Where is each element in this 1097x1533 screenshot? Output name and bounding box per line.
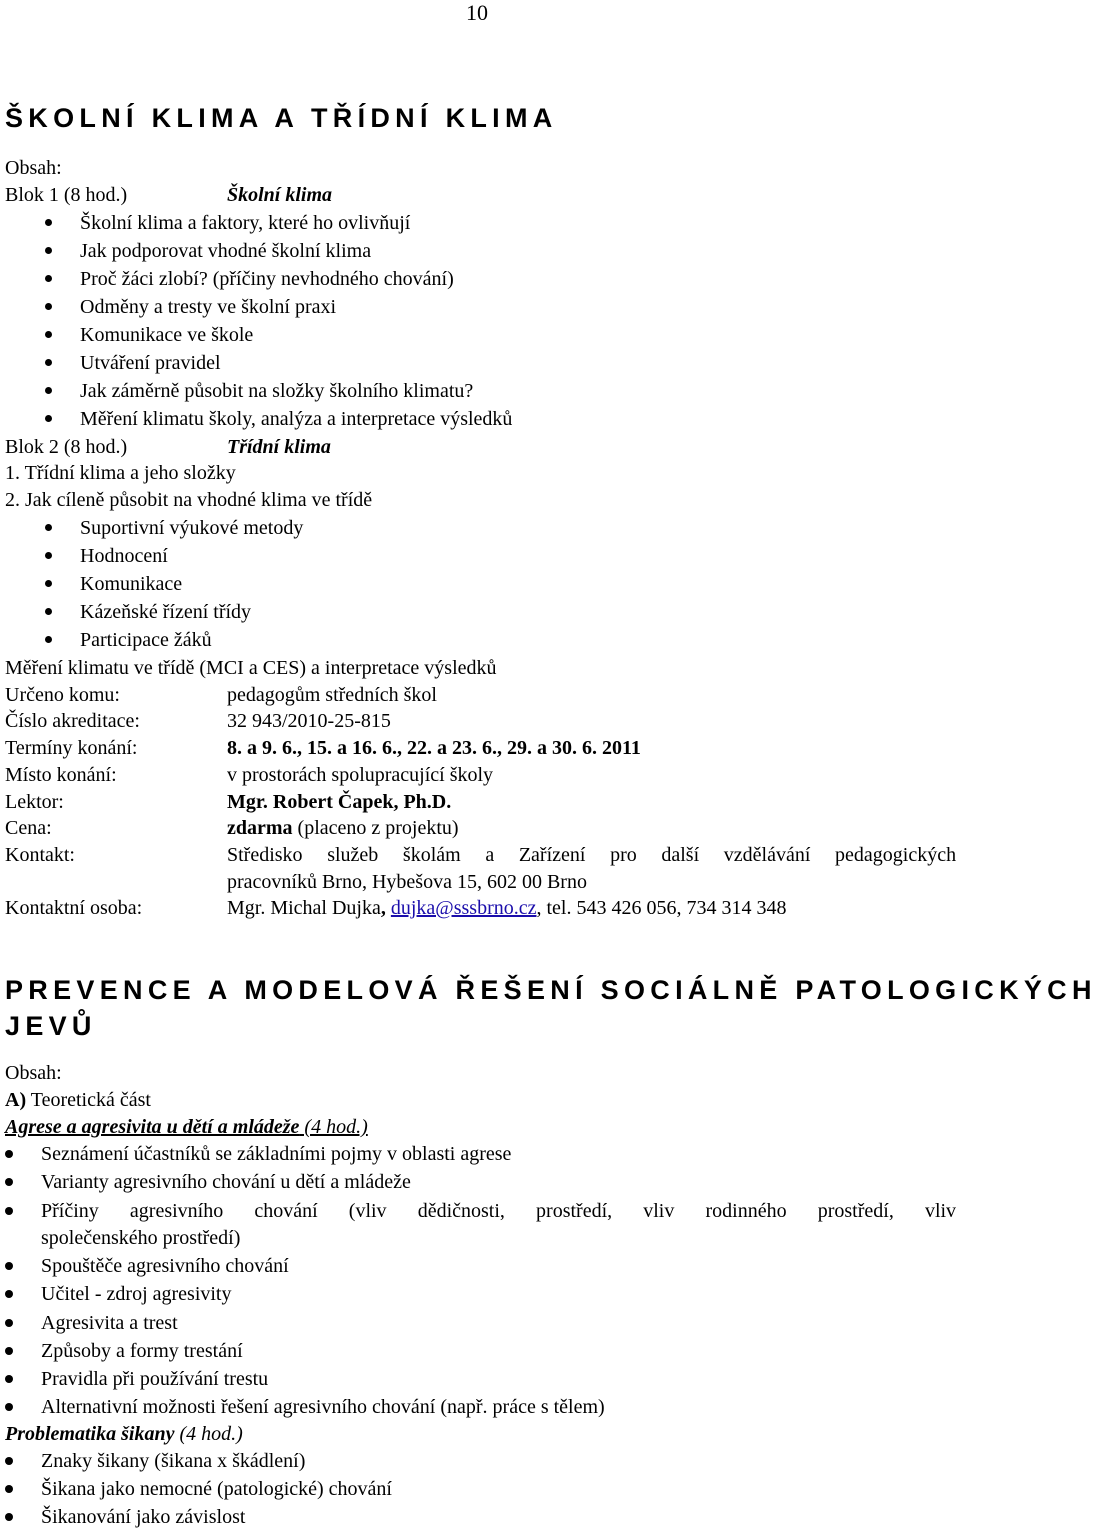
word: prostředí, (817, 1200, 894, 1222)
bullet-icon (5, 1290, 13, 1298)
sikana-title: Problematika šikany (5, 1423, 175, 1445)
info-value-line2: pracovníků Brno, Hybešova 15, 602 00 Brno (227, 871, 587, 893)
list-item: Komunikace ve škole (80, 324, 254, 346)
contact-name: Mgr. Michal Dujka (227, 897, 381, 919)
blok1-title: Školní klima (227, 184, 333, 206)
bullet-icon (45, 636, 52, 643)
part-a-text: Teoretická část (26, 1089, 151, 1111)
info-value: Mgr. Robert Čapek, Ph.D. (227, 791, 452, 813)
info-label: Kontaktní osoba: (5, 897, 143, 919)
cena-bold: zdarma (227, 817, 293, 839)
word: vzdělávání (723, 844, 811, 866)
list-item: Hodnocení (80, 545, 168, 567)
bullet-icon (45, 219, 52, 226)
agrese-title: Agrese a agresivita u dětí a mládeže (5, 1116, 300, 1138)
list-item: Utváření pravidel (80, 352, 221, 374)
list-item: Znaky šikany (šikana x škádlení) (41, 1450, 306, 1472)
section-heading-prevence-line2: JEVŮ (5, 1011, 97, 1041)
obsah-label-2: Obsah: (5, 1062, 62, 1084)
word: chování (254, 1200, 318, 1222)
page-number: 10 (466, 0, 488, 25)
bullet-icon (45, 580, 52, 587)
bullet-icon (45, 608, 52, 615)
list-item: Komunikace (80, 573, 183, 595)
list-item: Agresivita a trest (41, 1312, 178, 1334)
agrese-hours: (4 hod.) (299, 1116, 368, 1138)
list-item: Měření klimatu školy, analýza a interpretace výsledků (80, 408, 513, 430)
word: Středisko (227, 844, 303, 866)
bullet-icon (5, 1319, 13, 1327)
list-item: Školní klima a faktory, které ho ovlivňují (80, 212, 411, 234)
list-item: Jak záměrně působit na složky školního klimatu? (80, 380, 474, 402)
blok1-label: Blok 1 (8 hod.) (5, 184, 128, 206)
bullet-icon (5, 1485, 13, 1493)
info-label: Číslo akreditace: (5, 710, 140, 732)
info-value: v prostorách spolupracující školy (227, 764, 494, 786)
bullet-icon (5, 1347, 13, 1355)
list-item: Šikana jako nemocné (patologické) chování (41, 1478, 392, 1500)
mereni-text: Měření klimatu ve třídě (MCI a CES) a interpretace výsledků (5, 657, 497, 679)
list-item: Participace žáků (80, 629, 212, 651)
word: vliv (924, 1200, 957, 1222)
word: a (485, 844, 495, 866)
word: další (661, 844, 700, 866)
info-value: 8. a 9. 6., 15. a 16. 6., 22. a 23. 6., 29. a 30. 6. 2011 (227, 737, 641, 759)
sikana-heading (5, 1424, 243, 1444)
word: Zařízení (518, 844, 586, 866)
info-label: Termíny konání: (5, 737, 138, 759)
info-value (227, 818, 459, 838)
word: školám (402, 844, 461, 866)
word: (vliv (348, 1200, 387, 1222)
bullet-icon (5, 1262, 13, 1270)
list-item: Kázeňské řízení třídy (80, 601, 252, 623)
bullet-icon (5, 1150, 13, 1158)
email-link[interactable]: dujka@sssbrno.cz (390, 897, 537, 919)
list-item: Pravidla při používání trestu (41, 1368, 269, 1390)
bullet-icon (45, 359, 52, 366)
list-item-continuation: společenského prostředí) (41, 1227, 241, 1249)
info-value: 32 943/2010-25-815 (227, 710, 391, 732)
list-item: Způsoby a formy trestání (41, 1340, 243, 1362)
list-item: Učitel - zdroj agresivity (41, 1283, 232, 1305)
word: vliv (643, 1200, 675, 1222)
blok2-title: Třídní klima (227, 436, 331, 458)
section-heading-skolni-klima: ŠKOLNÍ KLIMA A TŘÍDNÍ KLIMA (5, 103, 558, 133)
bullet-icon (5, 1375, 13, 1383)
cena-note: (placeno z projektu) (297, 817, 459, 839)
obsah-label: Obsah: (5, 157, 62, 179)
bullet-icon (45, 387, 52, 394)
bullet-icon (45, 524, 52, 531)
list-item: Spouštěče agresivního chování (41, 1255, 289, 1277)
info-label: Určeno komu: (5, 684, 120, 706)
word: služeb (327, 844, 379, 866)
bullet-icon (45, 247, 52, 254)
list-item (41, 1201, 956, 1221)
list-item: Šikanování jako závislost (41, 1506, 246, 1528)
word: rodinného (705, 1200, 787, 1222)
section-heading-prevence: PREVENCE A MODELOVÁ ŘEŠENÍ SOCIÁLNĚ PATOLOGICKÝCH (5, 975, 1097, 1005)
word: pro (610, 844, 637, 866)
word: Příčiny (41, 1200, 99, 1222)
bullet-icon (5, 1513, 13, 1521)
bullet-icon (5, 1178, 13, 1186)
list-item: Seznámení účastníků se základními pojmy v oblasti agrese (41, 1143, 512, 1165)
bullet-icon (45, 415, 52, 422)
list-item: Jak podporovat vhodné školní klima (80, 240, 372, 262)
word: agresivního (129, 1200, 224, 1222)
info-label: Místo konání: (5, 764, 117, 786)
agrese-heading (5, 1117, 368, 1137)
info-label: Kontakt: (5, 844, 75, 866)
bullet-icon (5, 1403, 13, 1411)
blok2-point-1: 1. Třídní klima a jeho složky (5, 462, 236, 484)
sikana-hours: (4 hod.) (174, 1423, 243, 1445)
contact-tel: , tel. 543 426 056, 734 314 348 (536, 897, 787, 919)
bullet-icon (45, 331, 52, 338)
part-a-heading (5, 1090, 151, 1110)
list-item: Proč žáci zlobí? (příčiny nevhodného chování) (80, 268, 454, 290)
word: pedagogických (835, 844, 957, 866)
info-value (227, 898, 787, 918)
list-item: Suportivní výukové metody (80, 517, 304, 539)
word: dědičnosti, (417, 1200, 505, 1222)
list-item: Varianty agresivního chování u dětí a mládeže (41, 1171, 411, 1193)
blok2-point-2: 2. Jak cíleně působit na vhodné klima ve třídě (5, 489, 373, 511)
list-item: Odměny a tresty ve školní praxi (80, 296, 337, 318)
list-item: Alternativní možnosti řešení agresivního chování (např. práce s tělem) (41, 1396, 605, 1418)
info-value: pedagogům středních škol (227, 684, 437, 706)
bullet-icon (5, 1207, 13, 1215)
contact-comma: , (380, 897, 386, 919)
bullet-icon (45, 275, 52, 282)
info-label: Cena: (5, 817, 52, 839)
info-label: Lektor: (5, 791, 64, 813)
part-a-letter: A) (5, 1089, 27, 1111)
bullet-icon (5, 1457, 13, 1465)
bullet-icon (45, 552, 52, 559)
word: prostředí, (536, 1200, 613, 1222)
info-value (227, 845, 956, 865)
bullet-icon (45, 303, 52, 310)
blok2-label: Blok 2 (8 hod.) (5, 436, 128, 458)
